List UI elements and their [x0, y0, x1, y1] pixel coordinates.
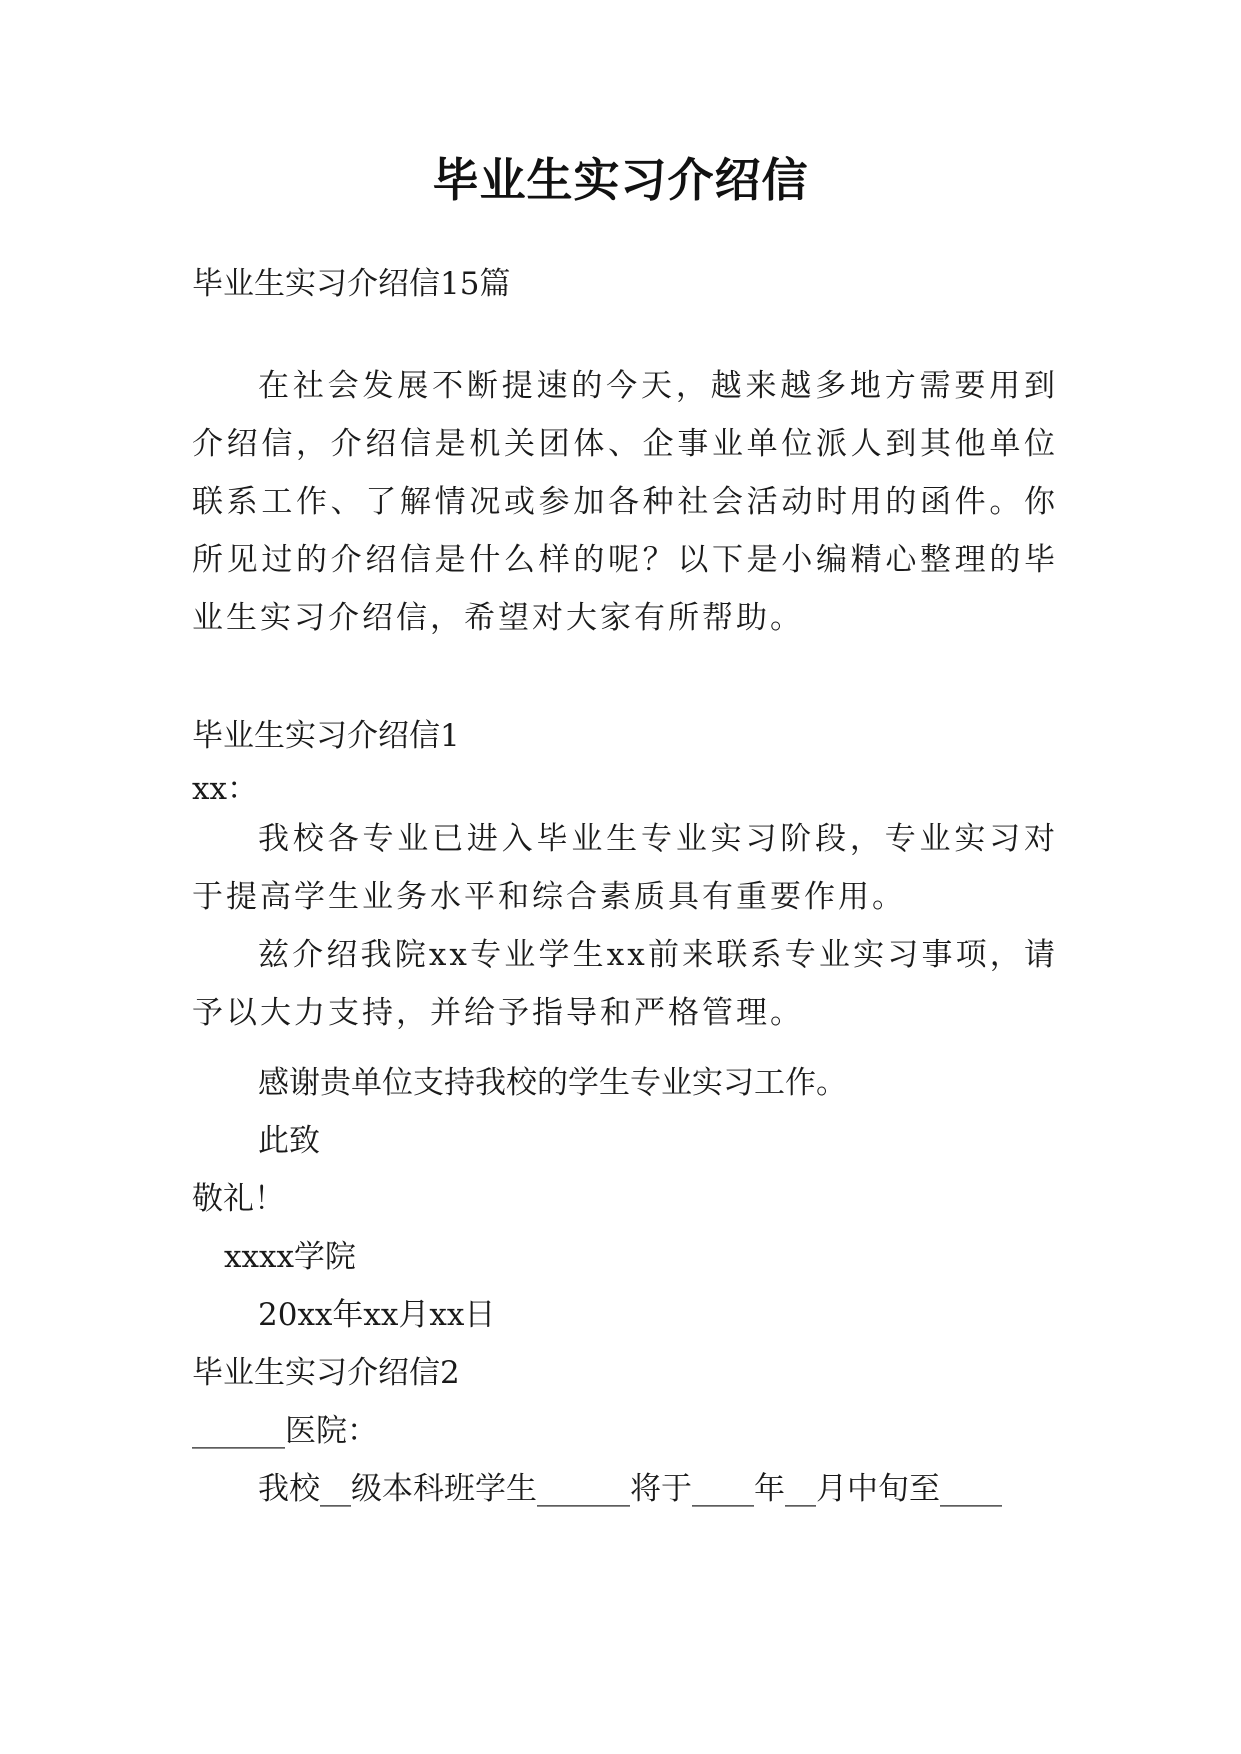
letter1-regards: 敬礼！ — [192, 1181, 285, 1217]
intro-paragraph: 在社会发展不断提速的今天，越来越多地方需要用到介绍信，介绍信是机关团体、企事业单位派人到其他单位联系工作、了解情况或参加各种社会活动时用的函件。你所见过的介绍信是什么样的呢？以下是小编精心整理的毕业生实习介绍信，希望对大家有所帮助。 — [192, 368, 1058, 636]
letter1-paragraph-3: 感谢贵单位支持我校的学生专业实习工作。 — [258, 1065, 847, 1101]
letter1-signature: xxxx学院 — [224, 1239, 356, 1275]
letter2-salutation: ______医院： — [192, 1413, 378, 1449]
document-title: 毕业生实习介绍信 — [432, 153, 809, 207]
letter1-paragraph-2: 兹介绍我院xx专业学生xx前来联系专业实习事项，请予以大力支持，并给予指导和严格管理。 — [192, 937, 1058, 1031]
letter1-closing: 此致 — [258, 1123, 320, 1159]
letter1-paragraph-1: 我校各专业已进入毕业生专业实习阶段，专业实习对于提高学生业务水平和综合素质具有重要作用。 — [192, 821, 1058, 915]
document-subtitle: 毕业生实习介绍信15篇 — [192, 266, 511, 302]
letter1-heading: 毕业生实习介绍信1 — [192, 718, 460, 754]
letter1-date: 20xx年xx月xx日 — [258, 1297, 496, 1333]
letter2-paragraph-1: 我校__级本科班学生______将于____年__月中旬至____ — [258, 1471, 1002, 1507]
letter1-salutation: xx： — [192, 771, 258, 807]
letter2-heading: 毕业生实习介绍信2 — [192, 1355, 460, 1391]
